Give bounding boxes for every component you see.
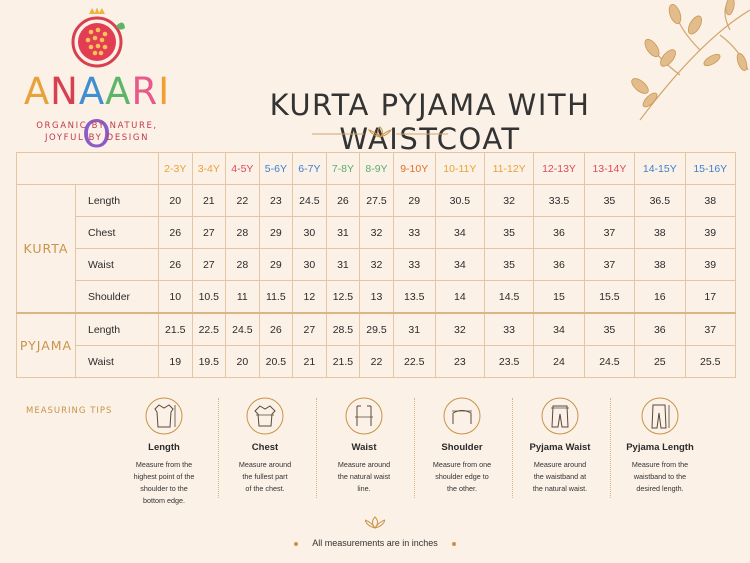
tip-description [219,459,311,495]
size-value-cell: 38 [635,217,685,249]
size-value-cell: 21 [192,185,226,217]
tip-line: Measure from one [432,460,492,469]
size-value-cell: 10.5 [192,281,226,314]
size-value-cell: 33.5 [534,185,584,217]
measuring-tips-label: MEASURING TIPS [26,406,113,416]
size-value-cell: 14 [435,281,484,314]
size-value-cell: 39 [685,217,735,249]
lotus-divider-icon [312,126,448,140]
size-value-cell: 11.5 [259,281,293,314]
tip-pyjama-length [614,396,706,495]
brand-letter: A [78,70,106,113]
size-value-cell: 26 [159,249,193,281]
size-value-cell: 36.5 [635,185,685,217]
footer-note [0,538,750,548]
tip-title: Length [148,442,180,453]
brand-letter: A [23,70,51,113]
size-value-cell: 21.5 [326,346,360,378]
tip-pyjama-waist [514,396,606,495]
tip-line: Measure around [533,460,587,469]
brand-logo [22,8,172,156]
measurement-label: Length [76,185,159,217]
brand-letter: O [81,113,113,156]
size-value-cell: 36 [534,217,584,249]
shoulder-icon [442,396,482,436]
waist-icon [344,396,384,436]
table-row [17,346,736,378]
size-value-cell: 24.5 [293,185,327,217]
brand-letter: R [131,70,159,113]
size-header: 13-14Y [584,153,634,185]
tip-line: Measure from the [135,460,193,469]
tip-chest [219,396,311,495]
chest-icon [245,396,285,436]
size-value-cell: 14.5 [485,281,534,314]
table-row [17,281,736,314]
size-value-cell: 19.5 [192,346,226,378]
size-value-cell: 28 [226,217,260,249]
size-value-cell: 16 [635,281,685,314]
size-header: 6-7Y [293,153,327,185]
size-value-cell: 38 [685,185,735,217]
size-value-cell: 32 [360,217,394,249]
kurta-length-icon [144,396,184,436]
size-header: 8-9Y [360,153,394,185]
size-value-cell: 12.5 [326,281,360,314]
size-value-cell: 28 [226,249,260,281]
size-value-cell: 30 [293,217,327,249]
size-value-cell: 23.5 [485,346,534,378]
tagline-line: JOYFUL BY DESIGN [44,133,150,143]
tip-line: bottom edge. [143,496,185,505]
size-header-row [17,153,736,185]
size-value-cell: 36 [534,249,584,281]
size-value-cell: 22.5 [393,346,435,378]
size-value-cell: 22 [226,185,260,217]
tip-line: the natural waist [337,472,391,481]
tip-title: Waist [351,442,377,453]
size-header: 5-6Y [259,153,293,185]
tip-divider [414,398,415,498]
size-header: 15-16Y [685,153,735,185]
size-value-cell: 26 [326,185,360,217]
page-title: KURTA PYJAMA WITH WAISTCOAT [269,88,591,156]
tip-title: Shoulder [441,442,483,453]
measurement-label: Chest [76,217,159,249]
tip-line: the fullest part [242,472,288,481]
tip-waist [318,396,410,495]
tip-line: of the chest. [245,484,285,493]
size-value-cell: 11 [226,281,260,314]
tip-line: waistband to the [633,472,687,481]
tip-line: the natural waist. [532,484,588,493]
tip-line: shoulder to the [140,484,188,493]
size-header: 7-8Y [326,153,360,185]
tip-description [318,459,410,495]
size-value-cell: 32 [435,313,484,346]
size-value-cell: 38 [635,249,685,281]
size-value-cell: 17 [685,281,735,314]
footer-text: All measurements are in inches [312,538,438,548]
tip-line: Measure from the [631,460,689,469]
size-value-cell: 30.5 [435,185,484,217]
size-value-cell: 26 [259,313,293,346]
size-value-cell: 37 [584,217,634,249]
tip-description [118,459,210,507]
size-value-cell: 34 [534,313,584,346]
size-value-cell: 22.5 [192,313,226,346]
size-value-cell: 35 [584,313,634,346]
measurement-label: Shoulder [76,281,159,314]
size-value-cell: 32 [360,249,394,281]
size-value-cell: 33 [393,217,435,249]
brand-letter: I [158,70,171,113]
size-value-cell: 25 [635,346,685,378]
size-header: 3-4Y [192,153,226,185]
size-value-cell: 24.5 [226,313,260,346]
size-value-cell: 32 [485,185,534,217]
size-value-cell: 34 [435,249,484,281]
size-value-cell: 37 [584,249,634,281]
size-header: 12-13Y [534,153,584,185]
size-value-cell: 34 [435,217,484,249]
size-value-cell: 27 [192,249,226,281]
size-value-cell: 20.5 [259,346,293,378]
table-row [17,249,736,281]
tip-line: the other. [447,484,477,493]
tip-description [514,459,606,495]
tip-line: desired length. [636,484,684,493]
bullet-dot [452,542,456,546]
tip-line: line. [357,484,371,493]
tip-line: highest point of the [133,472,195,481]
size-value-cell: 24 [534,346,584,378]
size-value-cell: 29 [259,217,293,249]
pyjama-waist-icon [540,396,580,436]
size-value-cell: 15.5 [584,281,634,314]
lotus-icon [365,516,385,530]
pomegranate-icon [68,8,126,70]
size-value-cell: 23 [259,185,293,217]
size-value-cell: 13 [360,281,394,314]
size-value-cell: 39 [685,249,735,281]
tip-line: the waistband at [533,472,587,481]
size-header: 2-3Y [159,153,193,185]
size-value-cell: 29 [259,249,293,281]
size-chart-table [16,152,736,378]
size-value-cell: 31 [326,217,360,249]
tip-shoulder [416,396,508,495]
tip-title: Chest [251,442,279,453]
size-value-cell: 33 [393,249,435,281]
size-value-cell: 15 [534,281,584,314]
size-value-cell: 33 [485,313,534,346]
group-label: KURTA [17,185,76,314]
tip-divider [316,398,317,498]
size-header: 4-5Y [226,153,260,185]
size-value-cell: 20 [226,346,260,378]
size-value-cell: 10 [159,281,193,314]
tip-title: Pyjama Waist [529,442,591,453]
size-value-cell: 27.5 [360,185,394,217]
size-value-cell: 27 [192,217,226,249]
size-value-cell: 29.5 [360,313,394,346]
size-value-cell: 22 [360,346,394,378]
measurement-label: Waist [76,249,159,281]
size-value-cell: 31 [326,249,360,281]
size-value-cell: 36 [635,313,685,346]
size-value-cell: 35 [485,249,534,281]
size-value-cell: 23 [435,346,484,378]
tip-divider [610,398,611,498]
size-value-cell: 25.5 [685,346,735,378]
table-row [17,217,736,249]
brand-tagline [22,120,172,144]
size-header: 11-12Y [485,153,534,185]
table-row [17,313,736,346]
bullet-dot [294,542,298,546]
measurement-label: Length [76,313,159,346]
tip-line: shoulder edge to [435,472,489,481]
size-value-cell: 13.5 [393,281,435,314]
size-value-cell: 28.5 [326,313,360,346]
size-header: 10-11Y [435,153,484,185]
pyjama-length-icon [640,396,680,436]
size-value-cell: 12 [293,281,327,314]
size-value-cell: 37 [685,313,735,346]
tip-description [614,459,706,495]
brand-letter: A [105,70,132,113]
tip-description [416,459,508,495]
size-value-cell: 26 [159,217,193,249]
tip-length [118,396,210,507]
size-value-cell: 27 [293,313,327,346]
size-value-cell: 35 [485,217,534,249]
measurement-label: Waist [76,346,159,378]
tip-divider [512,398,513,498]
size-value-cell: 19 [159,346,193,378]
tip-title: Pyjama Length [626,442,694,453]
tip-line: Measure around [337,460,391,469]
table-row [17,185,736,217]
size-value-cell: 21.5 [159,313,193,346]
tagline-line: ORGANIC BY NATURE, [36,121,158,131]
header-blank [17,153,159,185]
size-header: 9-10Y [393,153,435,185]
size-value-cell: 20 [159,185,193,217]
group-label: PYJAMA [17,313,76,378]
tip-line: Measure around [238,460,292,469]
size-value-cell: 30 [293,249,327,281]
size-value-cell: 24.5 [584,346,634,378]
brand-letter: N [50,70,79,113]
size-value-cell: 21 [293,346,327,378]
size-header: 14-15Y [635,153,685,185]
size-value-cell: 29 [393,185,435,217]
size-value-cell: 31 [393,313,435,346]
size-value-cell: 35 [584,185,634,217]
